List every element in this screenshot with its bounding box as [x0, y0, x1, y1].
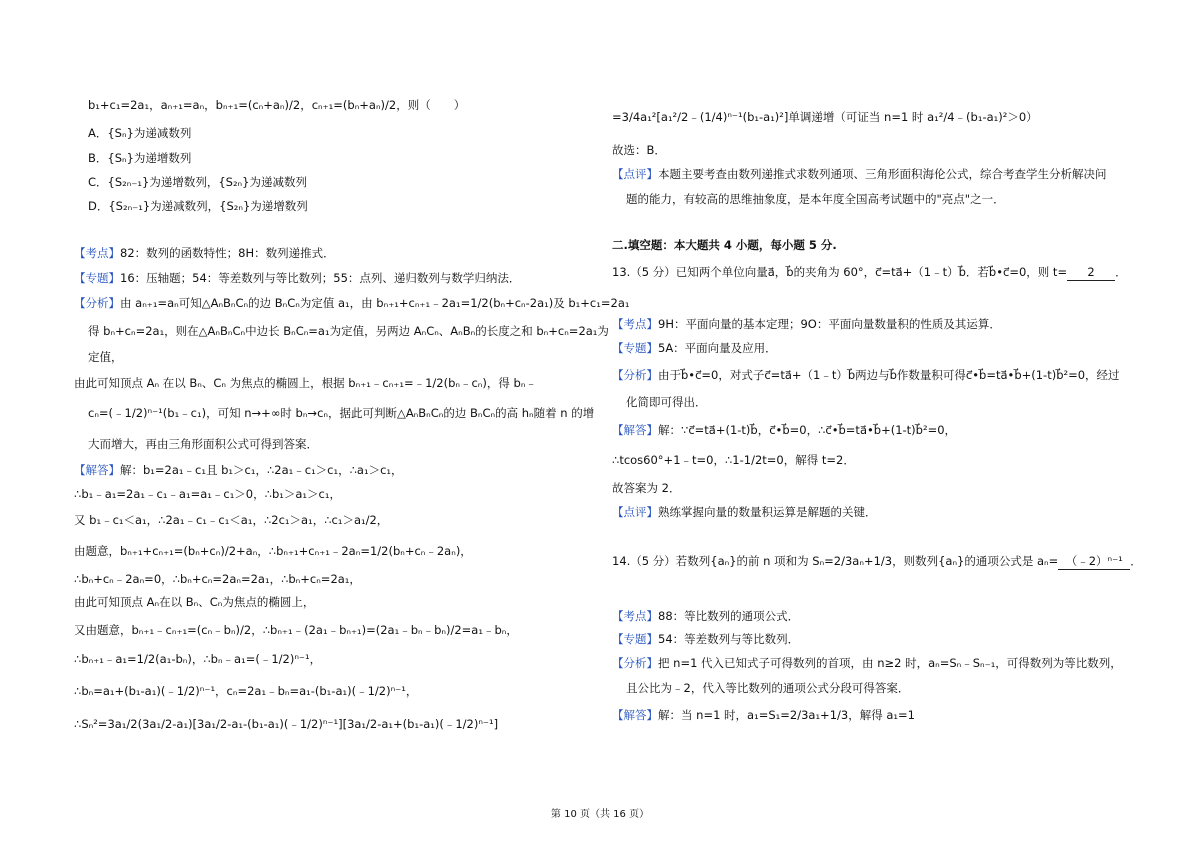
fenxi-line-2: 得 bₙ+cₙ=2a₁，则在△AₙBₙCₙ中边长 BₙCₙ=a₁为定值，另两边 AₙCₙ、AₙBₙ的长度之和 bₙ+cₙ=2a₁为 — [88, 324, 609, 338]
option-a: A．{Sₙ}为递减数列 — [88, 126, 192, 140]
jieda-line-8: ∴bₙ₊₁﹣a₁=1/2(a₁-bₙ)，∴bₙ﹣a₁=(﹣1/2)ⁿ⁻¹， — [74, 652, 322, 666]
jieda-line-3: 又 b₁﹣c₁＜a₁，∴2a₁﹣c₁﹣c₁＜a₁，∴2c₁＞a₁，∴c₁＞a₁/2， — [74, 513, 389, 527]
option-d: D．{S₂ₙ₋₁}为递减数列，{S₂ₙ}为递增数列 — [88, 199, 308, 213]
q13-zhuanti: 【专题】5A：平面向量及应用． — [612, 341, 777, 355]
answer-13-blank: 2 — [1067, 264, 1115, 281]
choice-answer: 故选：B． — [612, 143, 666, 157]
q13-jieda-1: 【解答】解：∵c⃗=ta⃗+(1-t)b⃗，c⃗•b⃗=0，∴c⃗•b⃗=ta⃗•b⃗+(1-t)b⃗²=0， — [612, 423, 957, 437]
dianping-line-2: 题的能力，有较高的思维抽象度，是本年度全国高考试题中的"亮点"之一． — [626, 192, 1005, 206]
question-stem-continued: b₁+c₁=2a₁，aₙ₊₁=aₙ，bₙ₊₁=(cₙ+aₙ)/2，cₙ₊₁=(bₙ+aₙ)/2，则（ ） — [88, 98, 466, 112]
section-heading: 二.填空题：本大题共 4 小题，每小题 5 分. — [612, 238, 837, 252]
option-c: C．{S₂ₙ₋₁}为递增数列，{S₂ₙ}为递减数列 — [88, 175, 307, 189]
jieda-line-7: 又由题意，bₙ₊₁﹣cₙ₊₁=(cₙ﹣bₙ)/2，∴bₙ₊₁﹣(2a₁﹣bₙ₊₁)=(2a₁﹣bₙ﹣bₙ)/2=a₁﹣bₙ， — [74, 623, 518, 637]
q14-fenxi-1: 【分析】把 n=1 代入已知式子可得数列的首项，由 n≥2 时，aₙ=Sₙ﹣Sₙ₋₁，可得数列为等比数列， — [612, 656, 1122, 670]
q13-kaodian: 【考点】9H：平面向量的基本定理；9O：平面向量数量积的性质及其运算． — [612, 317, 1001, 331]
jieda-line-10: ∴Sₙ²=3a₁/2(3a₁/2-a₁)[3a₁/2-a₁-(b₁-a₁)(﹣1/2)ⁿ⁻¹][3a₁/2-a₁+(b₁-a₁)(﹣1/2)ⁿ⁻¹] — [74, 717, 499, 731]
q14-fenxi-2: 且公比为﹣2，代入等比数列的通项公式分段可得答案． — [626, 681, 910, 695]
page-footer: 第 10 页（共 16 页） — [550, 809, 650, 820]
jieda-line-2: ∴b₁﹣a₁=2a₁﹣c₁﹣a₁=a₁﹣c₁＞0，∴b₁＞a₁＞c₁， — [74, 487, 341, 501]
jieda-line-5: ∴bₙ+cₙ﹣2aₙ=0，∴bₙ+cₙ=2aₙ=2a₁，∴bₙ+cₙ=2a₁， — [74, 572, 361, 586]
kaodian-line: 【考点】82：数列的函数特性；8H：数列递推式． — [74, 246, 335, 260]
jieda-line-4: 由题意，bₙ₊₁+cₙ₊₁=(bₙ+cₙ)/2+aₙ，∴bₙ₊₁+cₙ₊₁﹣2aₙ=1/2(bₙ+cₙ﹣2aₙ)， — [74, 544, 472, 558]
q13-dianping: 【点评】熟练掌握向量的数量积运算是解题的关键． — [612, 505, 877, 519]
jieda-line-6: 由此可知顶点 Aₙ在以 Bₙ、Cₙ为焦点的椭圆上， — [74, 595, 315, 609]
q14-kaodian: 【考点】88：等比数列的通项公式． — [612, 609, 800, 623]
fenxi-line-3: 定值， — [88, 350, 123, 364]
answer-14-blank: （﹣2）ⁿ⁻¹ — [1058, 553, 1130, 570]
dianping-line-1: 【点评】本题主要考查由数列递推式求数列通项、三角形面积海伦公式，综合考查学生分析解决问 — [612, 167, 1107, 181]
q14-jieda-1: 【解答】解：当 n=1 时，a₁=S₁=2/3a₁+1/3，解得 a₁=1 — [612, 708, 915, 722]
jieda-line-1: 【解答】解：b₁=2a₁﹣c₁且 b₁＞c₁，∴2a₁﹣c₁＞c₁，∴a₁＞c₁， — [74, 463, 403, 477]
question-13-text: 13.（5 分）已知两个单位向量a⃗，b⃗的夹角为 60°，c⃗=ta⃗+（1﹣t）b⃗．若b⃗•c⃗=0，则 t= — [612, 265, 1068, 279]
question-14-text: 14.（5 分）若数列{aₙ}的前 n 项和为 Sₙ=2/3aₙ+1/3，则数列{aₙ}的通项公式是 aₙ= — [612, 554, 1059, 568]
question-13: 13.（5 分）已知两个单位向量a⃗，b⃗的夹角为 60°，c⃗=ta⃗+（1﹣t）b⃗．若b⃗•c⃗=0，则 t= 2 ． — [612, 265, 1127, 279]
fenxi-line-5: cₙ=(﹣1/2)ⁿ⁻¹(b₁﹣c₁)，可知 n→+∞时 bₙ→cₙ，据此可判断△AₙBₙCₙ的边 BₙCₙ的高 hₙ随着 n 的增 — [88, 406, 595, 420]
continued-formula: =3/4a₁²[a₁²/2﹣(1/4)ⁿ⁻¹(b₁-a₁)²]单调递增（可证当 n=1 时 a₁²/4﹣(b₁-a₁)²＞0） — [612, 110, 1038, 124]
q13-jieda-2: ∴tcos60°+1﹣t=0，∴1-1/2t=0，解得 t=2． — [612, 453, 855, 467]
option-b: B．{Sₙ}为递增数列 — [88, 151, 192, 165]
q13-fenxi-1: 【分析】由于b⃗•c⃗=0，对式子c⃗=ta⃗+（1﹣t）b⃗两边与b⃗作数量积可得c⃗•b⃗=ta⃗•b⃗+(1-t)b⃗²=0，经过 — [612, 368, 1120, 382]
question-14: 14.（5 分）若数列{aₙ}的前 n 项和为 Sₙ=2/3aₙ+1/3，则数列{aₙ}的通项公式是 aₙ= （﹣2）ⁿ⁻¹ ． — [612, 554, 1142, 568]
q13-answer: 故答案为 2． — [612, 481, 681, 495]
fenxi-line-1: 【分析】由 aₙ₊₁=aₙ可知△AₙBₙCₙ的边 BₙCₙ为定值 a₁，由 bₙ₊₁+cₙ₊₁﹣2a₁=1/2(bₙ+cₙ-2a₁)及 b₁+c₁=2a₁ — [74, 296, 630, 310]
q14-zhuanti: 【专题】54：等差数列与等比数列． — [612, 632, 800, 646]
fenxi-line-6: 大而增大，再由三角形面积公式可得到答案． — [88, 437, 318, 451]
fenxi-line-4: 由此可知顶点 Aₙ 在以 Bₙ、Cₙ 为焦点的椭圆上，根据 bₙ₊₁﹣cₙ₊₁=﹣1/2(bₙ﹣cₙ)，得 bₙ﹣ — [74, 376, 537, 390]
zhuanti-line: 【专题】16：压轴题；54：等差数列与等比数列；55：点列、递归数列与数学归纳法． — [74, 271, 521, 285]
jieda-line-9: ∴bₙ=a₁+(b₁-a₁)(﹣1/2)ⁿ⁻¹，cₙ=2a₁﹣bₙ=a₁-(b₁-a₁)(﹣1/2)ⁿ⁻¹， — [74, 684, 418, 698]
q13-fenxi-2: 化简即可得出． — [626, 395, 707, 409]
